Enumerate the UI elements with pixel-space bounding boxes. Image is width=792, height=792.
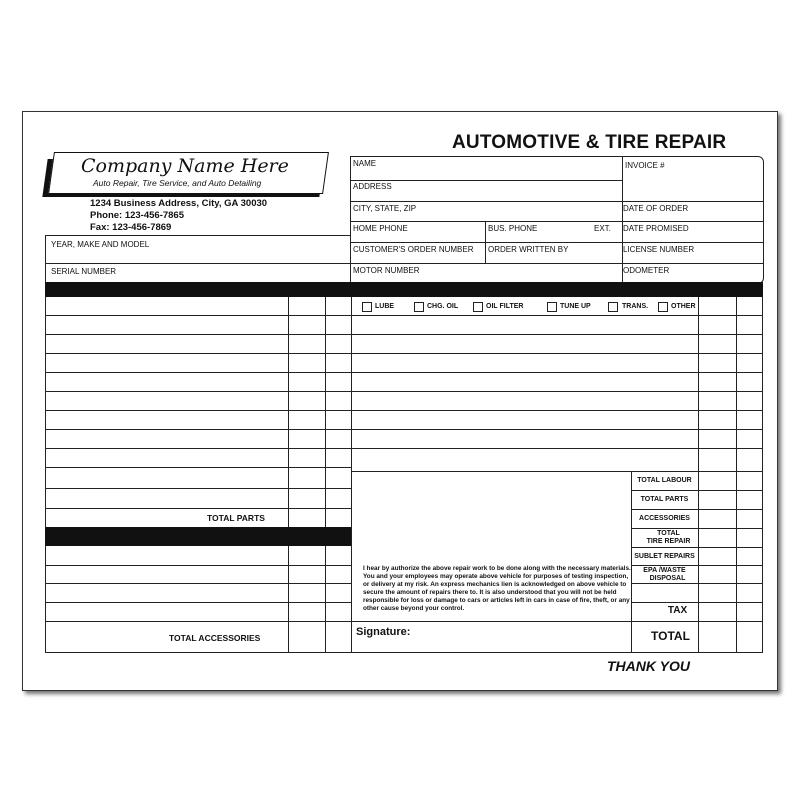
- oil-filter-label: OIL FILTER: [486, 303, 524, 310]
- sublet-repairs-label: SUBLET REPAIRS: [634, 553, 695, 560]
- customer-info-box: [350, 156, 764, 284]
- bus-phone-field[interactable]: BUS. PHONE: [488, 224, 538, 233]
- chg-oil-label: CHG. OIL: [427, 303, 459, 310]
- date-promised-field[interactable]: DATE PROMISED: [623, 224, 689, 233]
- repair-order-form: [22, 111, 778, 691]
- company-fax: Fax: 123-456-7869: [90, 222, 172, 233]
- signature-label[interactable]: Signature:: [356, 626, 411, 638]
- company-phone: Phone: 123-456-7865: [90, 210, 184, 221]
- thank-you-text: THANK YOU: [607, 658, 690, 674]
- company-address: 1234 Business Address, City, GA 30030: [90, 198, 268, 209]
- total-labour-label: TOTAL LABOUR: [637, 477, 692, 484]
- ext-field[interactable]: EXT.: [594, 224, 611, 233]
- tune-up-label: TUNE UP: [560, 303, 591, 310]
- date-of-order-field[interactable]: DATE OF ORDER: [623, 204, 689, 213]
- tax-label: TAX: [667, 605, 688, 616]
- company-tagline: Auto Repair, Tire Service, and Auto Detailing: [93, 178, 262, 188]
- lube-checkbox[interactable]: [362, 302, 372, 312]
- customer-order-number-field[interactable]: CUSTOMER'S ORDER NUMBER: [353, 245, 474, 254]
- table-header-bar: [45, 282, 763, 297]
- epa-waste-label-line2: DISPOSAL: [649, 575, 686, 582]
- accessories-label: ACCESSORIES: [639, 515, 690, 522]
- other-checkbox[interactable]: [658, 302, 668, 312]
- form-title: AUTOMOTIVE & TIRE REPAIR: [452, 132, 727, 153]
- epa-waste-label-line1: EPA /WASTE: [643, 567, 686, 574]
- serial-number-field[interactable]: SERIAL NUMBER: [51, 267, 117, 276]
- trans-label: TRANS.: [622, 303, 649, 310]
- total-accessories-label: TOTAL ACCESSORIES: [169, 633, 261, 643]
- lube-label: LUBE: [375, 303, 395, 310]
- grand-total-label: TOTAL: [651, 629, 690, 643]
- year-make-model-field[interactable]: YEAR, MAKE AND MODEL: [51, 240, 150, 249]
- home-phone-field[interactable]: HOME PHONE: [353, 224, 408, 233]
- odometer-field[interactable]: ODOMETER: [623, 266, 670, 275]
- trans-checkbox[interactable]: [608, 302, 618, 312]
- oil-filter-checkbox[interactable]: [473, 302, 483, 312]
- name-field[interactable]: NAME: [353, 159, 377, 168]
- license-number-field[interactable]: LICENSE NUMBER: [623, 245, 695, 254]
- tune-up-checkbox[interactable]: [547, 302, 557, 312]
- total-tire-repair-label-line1: TOTAL: [657, 530, 680, 537]
- motor-number-field[interactable]: MOTOR NUMBER: [353, 266, 420, 275]
- city-state-zip-field[interactable]: CITY, STATE, ZIP: [353, 204, 417, 213]
- accessories-header-bar: [45, 527, 351, 546]
- chg-oil-checkbox[interactable]: [414, 302, 424, 312]
- company-name: Company Name Here: [81, 155, 289, 177]
- invoice-number-field[interactable]: INVOICE #: [625, 161, 665, 170]
- total-parts-summary-label: TOTAL PARTS: [640, 496, 689, 503]
- order-written-by-field[interactable]: ORDER WRITTEN BY: [488, 245, 569, 254]
- address-field[interactable]: ADDRESS: [353, 182, 392, 191]
- total-tire-repair-label-line2: TIRE REPAIR: [646, 538, 691, 545]
- other-label: OTHER: [671, 303, 696, 310]
- total-parts-label: TOTAL PARTS: [207, 513, 265, 523]
- authorization-text: I hear by authorize the above repair work to be done along with the necessary materials. You and your employees may operate above vehicle for purposes of testing inspection, or delivery at my risk. An express mechanics lien is acknowledged on above vehicle to secure the amount of repairs there to. It is also understood that you will not be held responsible for loss or damage to cars or articles left in cars in case of fire, theft, or any other cause beyond your control.: [363, 565, 631, 613]
